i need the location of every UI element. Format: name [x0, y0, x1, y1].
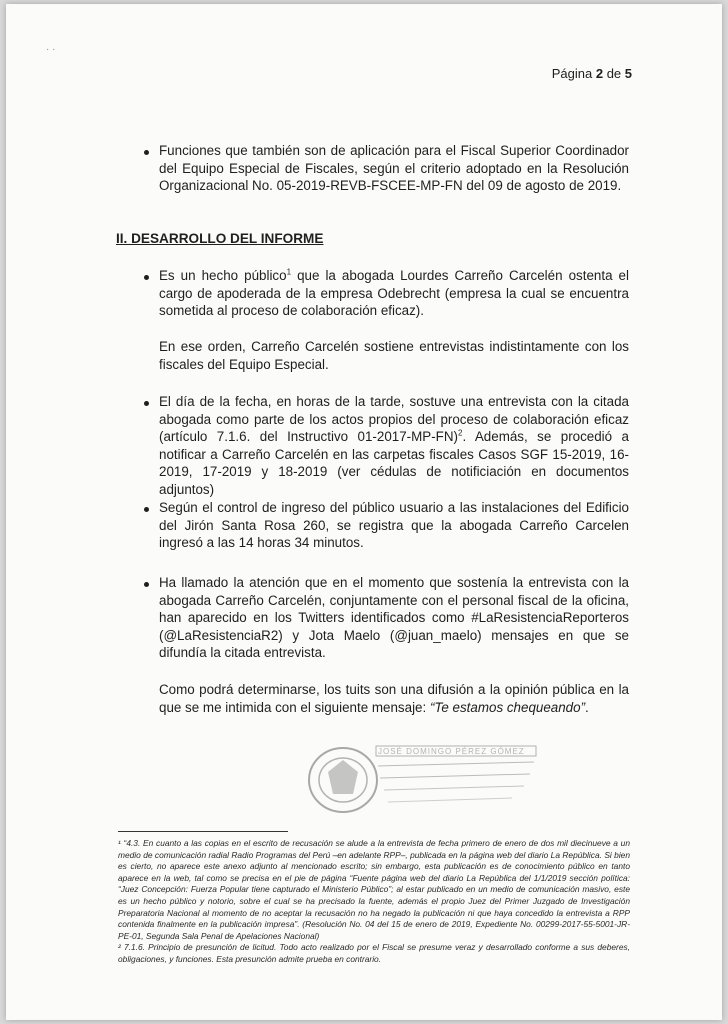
intro-bullet-text: Funciones que también son de aplicación para el Fiscal Superior Coordinador del Equipo Especial de Fiscales, según el criterio adoptado en la Resolución Organizacional No. 05-2019-REVB-FSCEE-MP-FN del 09 de agosto de 2019. — [159, 143, 629, 194]
bullet4-followup: Como podrá determinarse, los tuits son una difusión a la opinión pública en la que se me intimida con el siguiente mensaje: “Te estamos chequeando”. — [159, 682, 629, 715]
section-heading: II. DESARROLLO DEL INFORME — [116, 231, 324, 246]
official-stamp — [298, 732, 548, 828]
bullet-dot — [144, 507, 149, 512]
stamp-text: JOSÉ DOMINGO PÉREZ GÓMEZ — [378, 747, 525, 756]
quote-message: “Te estamos chequeando” — [429, 699, 586, 715]
bullet-dot — [144, 401, 149, 406]
bullet-dot — [144, 582, 149, 587]
bullet3-text: Según el control de ingreso del público usuario a las instalaciones del Edificio del Jirón Santa Rosa 260, se registra que la abogada Carreño Carcelen ingresó a las 14 horas 34 minutos. — [159, 500, 629, 551]
bullet2-text: El día de la fecha, en horas de la tarde, sostuve una entrevista con la citada abogada como parte de los actos propios del proceso de colaboración eficaz (artículo 7.1.6. del Instructivo 01-2017-MP-FN)$^2$. Además, se procedió a notificar a Carreño Carcelén en las carpetas fiscales Casos SGF 15-2019, 16-2019, 17-2019 y 18-2019 (ver cédulas de notificiación en documentos adjuntos) — [159, 394, 629, 497]
document-page — [6, 4, 722, 1020]
bullet-dot — [144, 150, 149, 155]
footnote-divider — [118, 831, 288, 832]
bullet1-text: Es un hecho público$^1$ que la abogada Lourdes Carreño Carcelén ostenta el cargo de apoderada de la empresa Odebrecht (empresa la cual se encuentra sometida al proceso de colaboración eficaz). — [159, 267, 629, 319]
footnotes — [118, 838, 630, 966]
bullet1-followup: En ese orden, Carreño Carcelén sostiene entrevistas indistintamente con los fiscales del Equipo Especial. — [159, 339, 629, 372]
footnote-2: ² 7.1.6. Principio de presunción de licitud. Todo acto realizado por el Fiscal se presume veraz y desarrollado conforme a sus deberes, obligaciones, y funciones. Esta presunción admite prueba en contrario. — [118, 942, 630, 964]
bullet-dot — [144, 275, 149, 280]
scan-specks: · · — [46, 44, 56, 55]
footnote-1: ¹ “4.3. En cuanto a las copias en el escrito de recusación se alude a la entrevista de fecha primero de enero de dos mil diecinueve a un medio de comunicación radial Radio Programas del Perú –en adelante RPP–, publicada en la página web del diario La República. Si bien es cierto, no aparece este anexo adjunto al mencionado escrito; sin embargo, esta publicación es de conocimiento público en tanto aparece en la web, tal como se precisa en el pie de página “Fuente página web del diario La República del 1/1/2019 sección política: “Juez Concepción: Fuerza Popular tiene capturado el Ministerio Público”; al estar publicado en un medio de comunicación masivo, este es un hecho público y notorio, sobre el cual se ha precisado la fuente, además el propio Juez del Primer Juzgado de Investigación Preparatoria Nacional al momento de no aceptar la recusación no ha negado la publicación ni que haya concedido la entrevista a RPP contenida finalmente en la publicación impresa”. (Resolución No. 04 del 15 de enero de 2019, Expediente No. 00299-2017-55-5001-JR-PE-01, Segunda Sala Penal de Apelaciones Nacional) — [118, 838, 630, 941]
page-number: Página 2 de 5 — [551, 66, 632, 81]
bullet4-text: Ha llamado la atención que en el momento que sostenía la entrevista con la abogada Carreño Carcelén, conjuntamente con el personal fiscal de la oficina, han aparecido en los Twitters identificados como #LaResistenciaReporteros (@LaResistenciaR2) y Jota Maelo (@juan_maelo) mensajes en que se difundía la citada entrevista. — [159, 575, 629, 661]
